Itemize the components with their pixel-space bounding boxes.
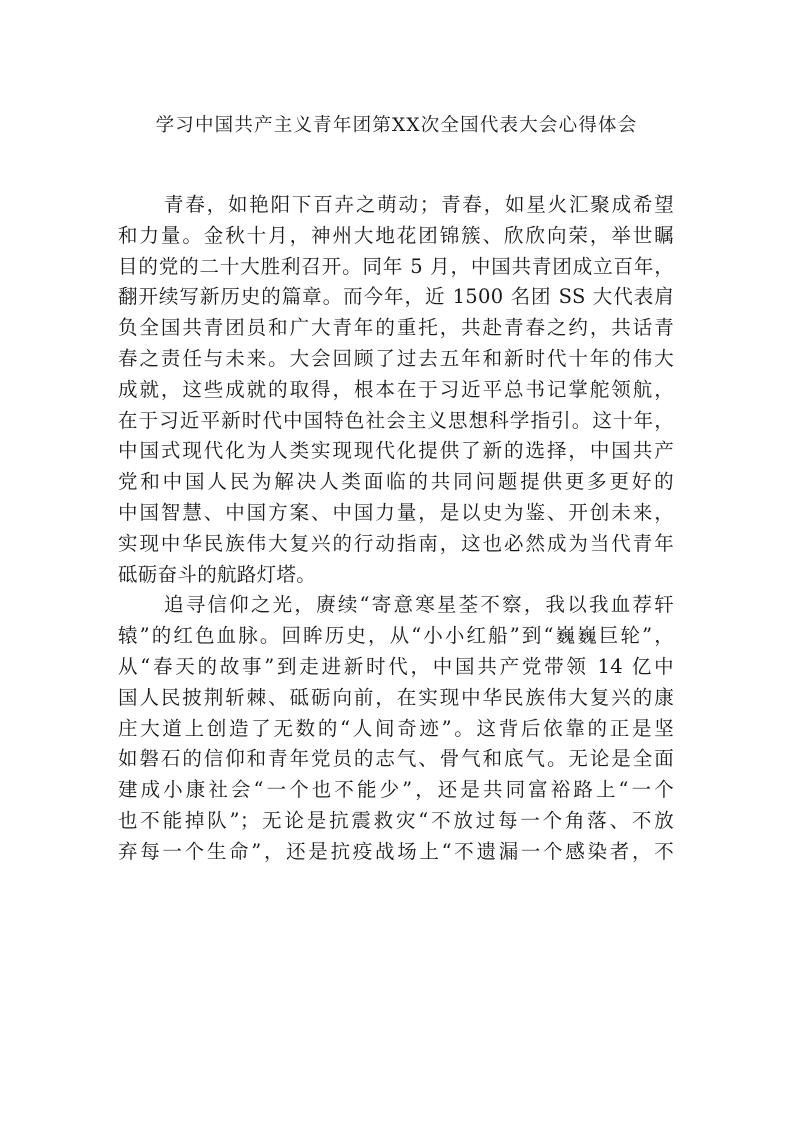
paragraph-line: 如磐石的信仰和青年党员的志气、骨气和底气。无论是全面 xyxy=(118,747,674,771)
paragraph-line: 和力量。金秋十月，神州大地花团锦簇、欣欣向荣，举世瞩 xyxy=(118,223,674,247)
paragraph-line: 弃每一个生命”，还是抗疫战场上“不遗漏一个感染者，不 xyxy=(118,839,674,863)
document-body xyxy=(118,190,674,868)
paragraph-line: 中国式现代化为人类实现现代化提供了新的选择，中国共产 xyxy=(118,439,674,463)
paragraph-line: 春之责任与未来。大会回顾了过去五年和新时代十年的伟大 xyxy=(118,346,674,370)
paragraph-line: 追寻信仰之光，赓续“寄意寒星荃不察，我以我血荐轩 xyxy=(164,593,674,617)
paragraph-line: 在于习近平新时代中国特色社会主义思想科学指引。这十年， xyxy=(118,408,674,432)
paragraph-2 xyxy=(118,590,674,867)
paragraph-line: 国人民披荆斩棘、砥砺向前，在实现中华民族伟大复兴的康 xyxy=(118,685,674,709)
paragraph-line: 中国智慧、中国方案、中国力量，是以史为鉴、开创未来， xyxy=(118,500,674,524)
paragraph-line: 建成小康社会“一个也不能少”，还是共同富裕路上“一个 xyxy=(118,778,674,802)
paragraph-line: 目的党的二十大胜利召开。同年 5 月，中国共青团成立百年， xyxy=(118,254,674,278)
paragraph-line: 实现中华民族伟大复兴的行动指南，这也必然成为当代青年 xyxy=(118,531,674,555)
paragraph-line: 辕”的红色血脉。回眸历史，从“小小红船”到“巍巍巨轮”， xyxy=(118,624,674,648)
paragraph-line: 也不能掉队”；无论是抗震救灾“不放过每一个角落、不放 xyxy=(118,808,674,832)
paragraph-line: 成就，这些成就的取得，根本在于习近平总书记掌舵领航， xyxy=(118,377,674,401)
paragraph-line: 从“春天的故事”到走进新时代，中国共产党带领 14 亿中 xyxy=(118,654,674,678)
paragraph-line: 青春，如艳阳下百卉之萌动；青春，如星火汇聚成希望 xyxy=(164,193,674,216)
paragraph-line: 庄大道上创造了无数的“人间奇迹”。这背后依靠的正是坚 xyxy=(118,716,674,740)
paragraph-line: 党和中国人民为解决人类面临的共同问题提供更多更好的 xyxy=(118,470,674,494)
paragraph-line: 砥砺奋斗的航路灯塔。 xyxy=(118,562,317,586)
document-title: 学习中国共产主义青年团第XX次全国代表大会心得体会 xyxy=(155,115,638,136)
paragraph-line: 翻开续写新历史的篇章。而今年，近 1500 名团 SS 大代表肩 xyxy=(118,285,674,309)
paragraph-1 xyxy=(118,190,674,590)
paragraph-line: 负全国共青团员和广大青年的重托，共赴青春之约，共话青 xyxy=(118,316,674,340)
